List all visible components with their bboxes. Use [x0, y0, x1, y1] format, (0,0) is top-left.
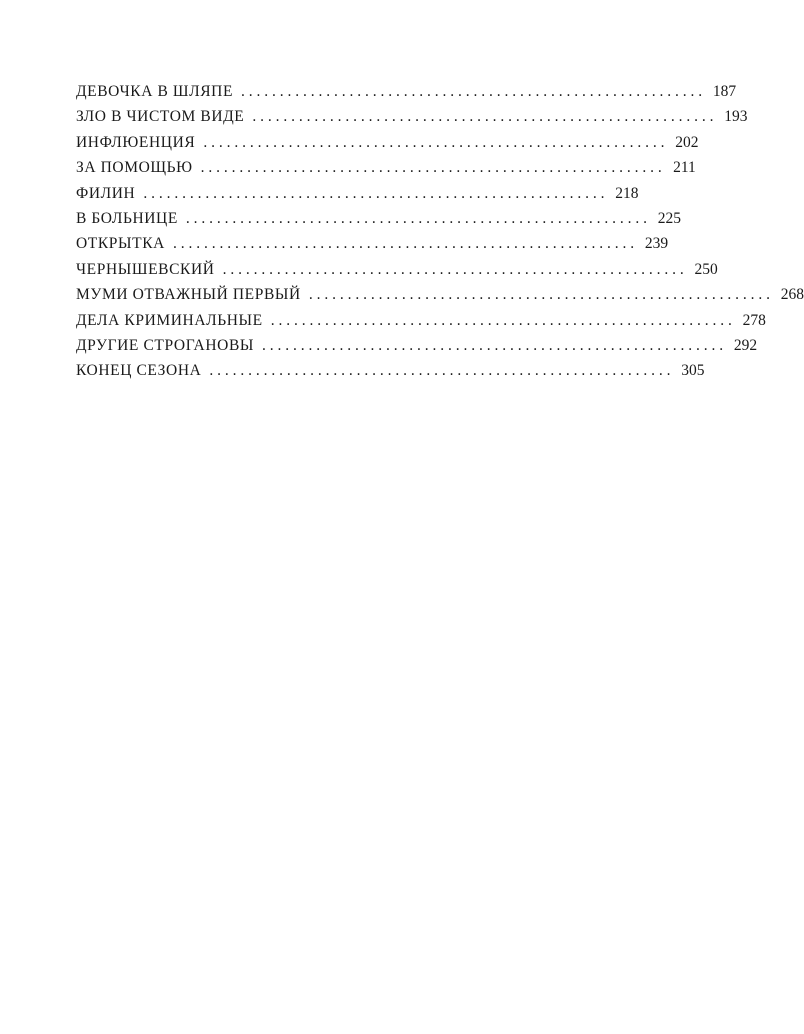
toc-entry — [76, 209, 682, 235]
toc-entry — [76, 336, 758, 362]
toc-entry — [76, 260, 718, 286]
toc-dot-leader: . . . . . . . . . . . . . . . . . . . . . . . . . . . . . . . . . . . . . . . . . . . . . . . . . . . . . . . . . . . . — [270, 311, 732, 329]
toc-entry — [76, 235, 669, 260]
toc-dot-leader: . . . . . . . . . . . . . . . . . . . . . . . . . . . . . . . . . . . . . . . . . . . . . . . . . . . . . . . . . . . . — [262, 336, 724, 354]
toc-entry-title: ФИЛИН — [76, 184, 136, 202]
toc-entry-page: 211 — [673, 159, 696, 177]
toc-entry-page: 278 — [742, 311, 766, 329]
toc-entry-title: КОНЕЦ СЕЗОНА — [76, 362, 202, 380]
toc-dot-leader: . . . . . . . . . . . . . . . . . . . . . . . . . . . . . . . . . . . . . . . . . . . . . . . . . . . . . . . . . . . . — [185, 209, 648, 227]
toc-entry-page: 187 — [712, 83, 737, 100]
toc-entry-page: 202 — [675, 133, 699, 151]
toc-dot-leader: . . . . . . . . . . . . . . . . . . . . . . . . . . . . . . . . . . . . . . . . . . . . . . . . . . . . . . . . . . . . — [222, 260, 684, 278]
toc-entry — [76, 83, 737, 108]
toc-entry-title: ИНФЛЮЕНЦИЯ — [76, 133, 196, 151]
toc-entry-page: 250 — [694, 260, 718, 278]
toc-entry-page: 225 — [657, 209, 682, 227]
toc-dot-leader: . . . . . . . . . . . . . . . . . . . . . . . . . . . . . . . . . . . . . . . . . . . . . . . . . . . . . . . . . . . . — [172, 235, 635, 253]
toc-entry-page: 268 — [780, 286, 804, 304]
toc-dot-leader: . . . . . . . . . . . . . . . . . . . . . . . . . . . . . . . . . . . . . . . . . . . . . . . . . . . . . . . . . . . . — [209, 362, 671, 380]
toc-entry-title: ДРУГИЕ СТРОГАНОВЫ — [76, 336, 254, 354]
toc-entry — [76, 311, 766, 337]
toc-entry — [76, 362, 705, 387]
toc-dot-leader: . . . . . . . . . . . . . . . . . . . . . . . . . . . . . . . . . . . . . . . . . . . . . . . . . . . . . . . . . . . . — [241, 83, 703, 100]
toc-entry-page: 292 — [733, 336, 758, 354]
toc-dot-leader: . . . . . . . . . . . . . . . . . . . . . . . . . . . . . . . . . . . . . . . . . . . . . . . . . . . . . . . . . . . . — [143, 184, 605, 202]
toc-entry-title: ЧЕРНЫШЕВСКИЙ — [76, 260, 215, 278]
toc-entry — [76, 159, 696, 184]
toc-entry-title: ОТКРЫТКА — [76, 235, 165, 253]
toc-entry — [76, 184, 639, 210]
toc-entry-title: ЗА ПОМОЩЬЮ — [76, 159, 193, 177]
toc-entry — [76, 286, 804, 311]
toc-entry-title: ДЕЛА КРИМИНАЛЬНЫЕ — [76, 311, 263, 329]
toc-entry-title: ЗЛО В ЧИСТОМ ВИДЕ — [76, 108, 245, 126]
toc-entry-title: ДЕВОЧКА В ШЛЯПЕ — [76, 83, 234, 100]
toc-entry-page: 239 — [644, 235, 669, 253]
toc-entry — [76, 133, 699, 159]
toc-dot-leader: . . . . . . . . . . . . . . . . . . . . . . . . . . . . . . . . . . . . . . . . . . . . . . . . . . . . . . . . . . . . — [200, 159, 662, 177]
toc-dot-leader: . . . . . . . . . . . . . . . . . . . . . . . . . . . . . . . . . . . . . . . . . . . . . . . . . . . . . . . . . . . . — [252, 108, 714, 126]
toc-entry-page: 193 — [724, 108, 748, 126]
toc-entry-page: 218 — [615, 184, 639, 202]
toc-entry — [76, 108, 748, 133]
toc-dot-leader: . . . . . . . . . . . . . . . . . . . . . . . . . . . . . . . . . . . . . . . . . . . . . . . . . . . . . . . . . . . . — [203, 133, 665, 151]
toc-entry-page: 305 — [681, 362, 705, 380]
toc-entry-title: МУМИ ОТВАЖНЫЙ ПЕРВЫЙ — [76, 286, 301, 304]
table-of-contents — [76, 83, 804, 388]
toc-entry-title: В БОЛЬНИЦЕ — [76, 209, 178, 227]
toc-dot-leader: . . . . . . . . . . . . . . . . . . . . . . . . . . . . . . . . . . . . . . . . . . . . . . . . . . . . . . . . . . . . — [308, 286, 770, 304]
